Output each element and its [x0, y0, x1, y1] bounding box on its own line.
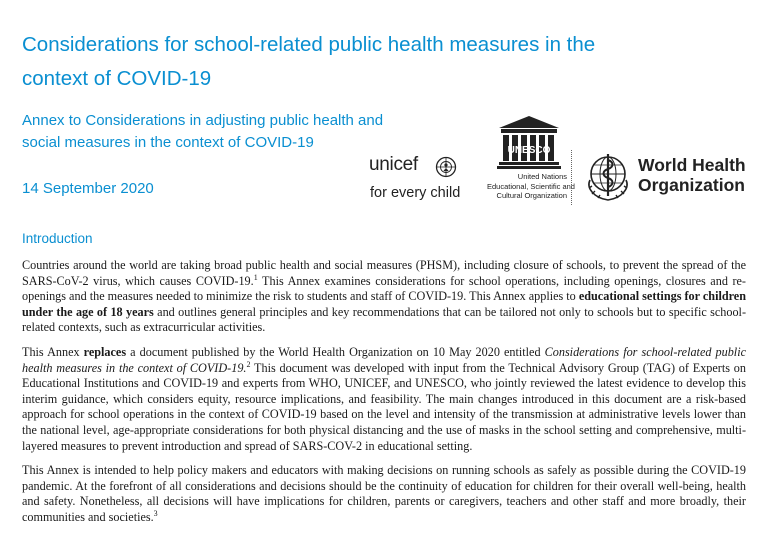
unicef-logo [369, 154, 479, 206]
unesco-logo [487, 114, 575, 210]
section-heading-introduction: Introduction [22, 231, 93, 246]
paragraph-3 [22, 463, 746, 525]
footnote-ref-1: 1 [253, 272, 258, 282]
unicef-emblem-icon [435, 156, 457, 178]
p2-italic-title: Considerations for school-related public health measures in the context of COVID-19. [22, 344, 746, 375]
logo-divider [571, 150, 572, 205]
p1-text-c: and outlines general principles and key recommendations that can be tailored not only to schools but to specific school-related contexts, such as extracurricular activities. [22, 304, 746, 335]
p1-text-a: Countries around the world are taking broad public health and social measures (PHSM), including closure of schools, to prevent the spread of the SARS-CoV-2 virus, which causes COVID-19. [22, 258, 746, 288]
p2-text-a: This Annex [22, 344, 84, 359]
unicef-tagline: for every child [370, 185, 461, 201]
document-subtitle: Annex to Considerations in adjusting public health and social measures in the context of COVID-19 [22, 112, 384, 151]
who-name-line1: World Health [638, 155, 746, 175]
p2-bold-text: replaces [83, 344, 127, 359]
who-name-line2: Organization [638, 175, 745, 195]
unesco-name-line1: United Nations [517, 172, 567, 181]
who-emblem-icon [582, 150, 634, 204]
p1-text-b: This Annex examines considerations for school operations, including openings, closures and re-openings and the measures needed to minimize the risk to students and staff of COVID-19. This Annex applies to [22, 273, 746, 304]
unesco-name-line3: Cultural Organization [496, 191, 567, 200]
unesco-name-line2: Educational, Scientific and [487, 181, 575, 191]
introduction-body [22, 258, 746, 535]
document-title: Considerations for school-related public health measures in the context of COVID-19 [22, 33, 596, 90]
footnote-ref-3: 3 [153, 508, 158, 518]
unesco-temple-icon [487, 114, 567, 170]
p3-text-a: This Annex is intended to help policy makers and educators with making decisions on running schools as safely as possible during the COVID-19 pandemic. At the forefront of all considerations and decisions should be the continuity of education for children for their overall well-being, health and safety. Nonetheless, all decisions will have implications for children, parents or caregivers, teachers and other staff and more broadly, their communities and societies. [22, 463, 746, 524]
footnote-ref-2: 2 [246, 359, 251, 369]
p2-text-c: This document was developed with input from the Technical Advisory Group (TAG) of Experts on Educational Institutions and COVID-19 and experts from WHO, UNICEF, and UNESCO, who jointly reviewed the latest evidence to develop this interim guidance, which considers equity, resource implications, and feasibility. The main changes introduced in this document are a risk-based approach for school operations in the context of COVID-19 based on the level and intensity of the transmission at administrative levels lower than the national level, age-appropriate considerations for both physical distancing and the use of masks in the school setting and comprehensive, multi-layered measures to prevent introduction and spread of SARS-COV-2 in educational setting. [22, 360, 746, 453]
unesco-emblem-text: UNESCO [507, 145, 551, 156]
unicef-wordmark: unicef [369, 154, 418, 175]
p1-bold-text: educational settings for children under the age of 18 years [22, 289, 746, 319]
p2-text-b: a document published by the World Health Organization on 10 May 2020 entitled [126, 344, 545, 359]
who-logo [582, 150, 752, 206]
document-date: 14 September 2020 [22, 180, 154, 197]
paragraph-1 [22, 258, 746, 336]
paragraph-2 [22, 345, 746, 454]
